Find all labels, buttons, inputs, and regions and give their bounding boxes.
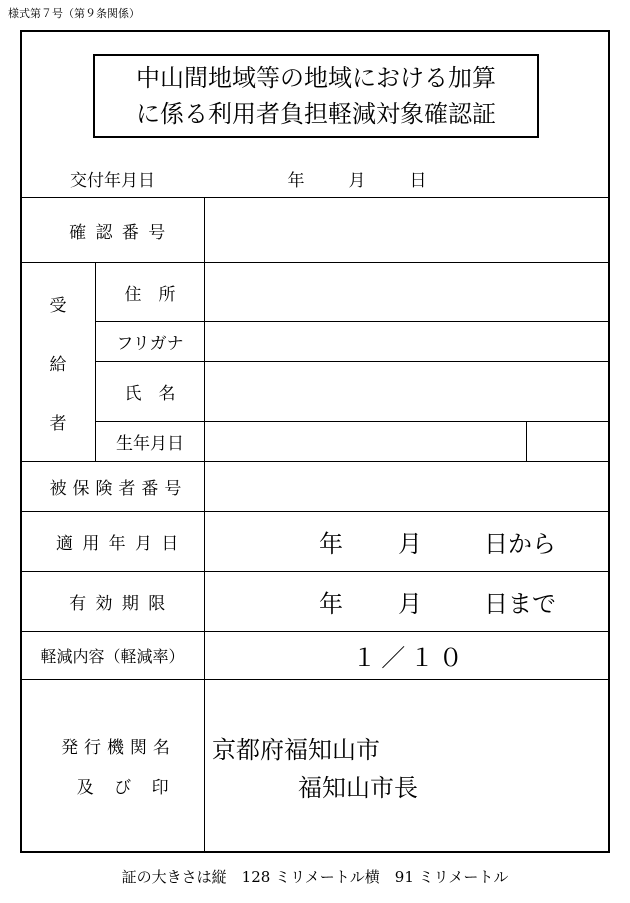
application-year: 年 [319,530,343,558]
issuer-organization: 京都府福知山市 [212,736,380,764]
issue-date-day: 日 [409,171,427,191]
furigana-label: フリガナ [116,334,184,354]
address-label: 住 所 [124,284,176,305]
issuer-label-line2: 及び印 [76,777,189,798]
reduction-label: 軽減内容（軽減率） [40,647,185,666]
expiry-day-suffix: 日まで [484,590,556,618]
birthdate-label: 生年月日 [116,434,184,454]
confirmation-number-label: 確認番号 [69,222,175,243]
title-box [93,54,539,138]
expiry-month: 月 [398,590,422,618]
application-date-label: 適用年月日 [55,534,188,554]
issue-date-label: 交付年月日 [70,171,155,191]
issuer-head: 福知山市長 [298,774,418,802]
recipient-char-1: 受 [49,295,67,316]
application-day-suffix: 日から [484,530,556,558]
title-line-1: 中山間地域等の地域における加算 [136,64,496,92]
issue-date-year: 年 [287,171,305,191]
issue-date-month: 月 [348,171,366,191]
form-number: 様式第７号（第９条関係） [8,7,140,20]
expiry-year: 年 [319,590,343,618]
recipient-char-2: 給 [49,354,67,375]
insured-number-label: 被保険者番号 [49,479,188,499]
title-line-2: に係る利用者負担軽減対象確認証 [136,100,496,128]
rule [526,421,527,461]
recipient-char-3: 者 [49,413,67,434]
issuer-label-line1: 発行機関名 [61,737,176,758]
size-note: 証の大きさは縦 128 ミリメートル横 91 ミリメートル [121,868,509,886]
application-month: 月 [398,530,422,558]
expiry-label: 有効期限 [69,594,175,614]
name-label: 氏 名 [124,384,176,404]
rule [21,679,609,680]
reduction-value: １／１０ [352,644,468,672]
